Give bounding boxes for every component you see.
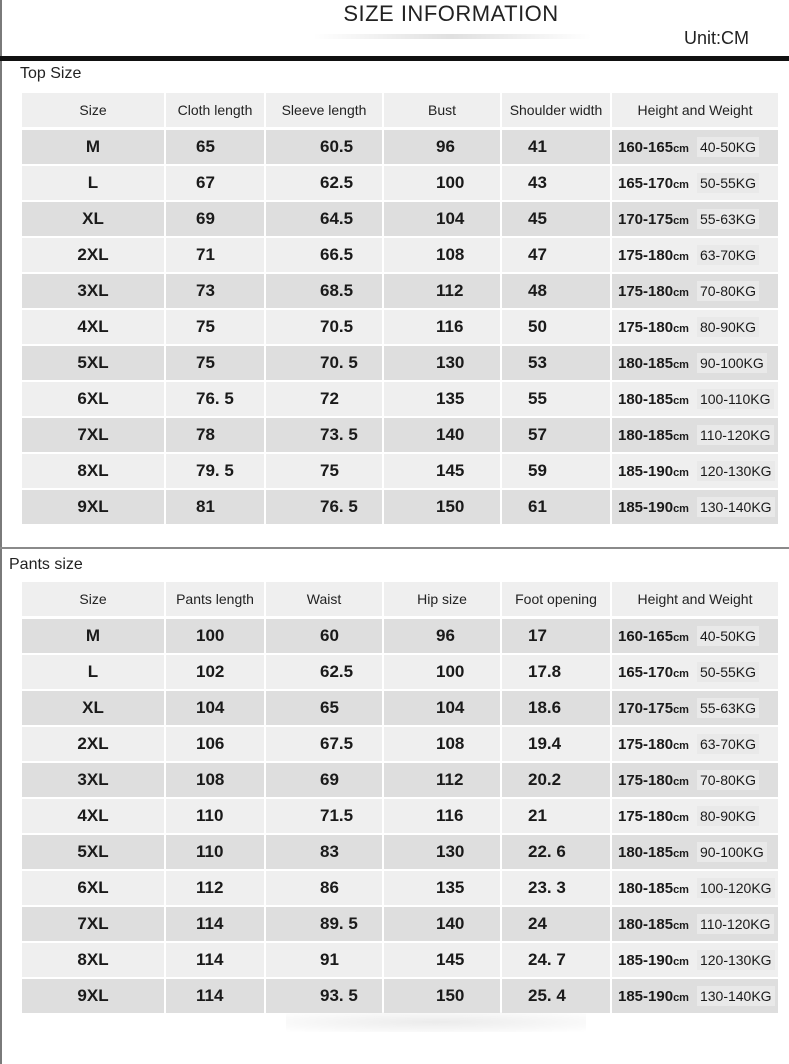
weight-range: 63-70KG: [697, 245, 759, 265]
top-header-3: Bust: [384, 93, 500, 127]
top-cell-r3-c4: 47: [502, 238, 610, 272]
top-cell-r8-c1: 78: [166, 418, 264, 452]
top-cell-r8-c3: 140: [384, 418, 500, 452]
top-cell-r9-c2: 75: [266, 454, 382, 488]
top-cell-r1-c3: 100: [384, 166, 500, 200]
weight-range: 130-140KG: [697, 986, 775, 1006]
cm-unit: cm: [673, 703, 689, 716]
cm-unit: cm: [673, 322, 689, 335]
cm-unit: cm: [673, 811, 689, 824]
weight-range: 40-50KG: [697, 137, 759, 157]
height-value: 175-180: [618, 282, 674, 300]
height-range: [618, 880, 689, 897]
height-range: [618, 664, 689, 681]
cm-unit: cm: [673, 955, 689, 968]
weight-range: 110-120KG: [697, 914, 774, 934]
height-range: [618, 808, 689, 825]
pants-cell-r1-c1: 102: [166, 655, 264, 689]
cm-unit: cm: [673, 667, 689, 680]
top-cell-r4-c2: 68.5: [266, 274, 382, 308]
pants-cell-r5-c2: 71.5: [266, 799, 382, 833]
cm-unit: cm: [673, 502, 689, 515]
height-range: [618, 355, 689, 372]
top-height-weight-r7: [612, 382, 778, 416]
height-value: 170-175: [618, 210, 674, 228]
pants-cell-r9-c0: 8XL: [22, 943, 164, 977]
top-cell-r7-c0: 6XL: [22, 382, 164, 416]
pants-cell-r6-c4: 22. 6: [502, 835, 610, 869]
top-cell-r1-c1: 67: [166, 166, 264, 200]
pants-cell-r5-c0: 4XL: [22, 799, 164, 833]
pants-cell-r5-c3: 116: [384, 799, 500, 833]
height-range: [618, 916, 689, 933]
pants-cell-r8-c2: 89. 5: [266, 907, 382, 941]
top-cell-r4-c1: 73: [166, 274, 264, 308]
height-value: 185-190: [618, 951, 674, 969]
height-range: [618, 319, 689, 336]
cm-unit: cm: [673, 991, 689, 1004]
pants-cell-r3-c0: 2XL: [22, 727, 164, 761]
cm-unit: cm: [673, 142, 689, 155]
top-cell-r7-c1: 76. 5: [166, 382, 264, 416]
cm-unit: cm: [673, 178, 689, 191]
top-height-weight-r0: [612, 130, 778, 164]
pants-header-4: Foot opening: [502, 582, 610, 616]
top-cell-r8-c0: 7XL: [22, 418, 164, 452]
height-range: [618, 736, 689, 753]
top-cell-r10-c2: 76. 5: [266, 490, 382, 524]
pants-cell-r4-c1: 108: [166, 763, 264, 797]
pants-cell-r2-c1: 104: [166, 691, 264, 725]
height-range: [618, 247, 689, 264]
section-divider: [0, 547, 789, 549]
weight-range: 80-90KG: [697, 317, 759, 337]
pants-cell-r1-c0: L: [22, 655, 164, 689]
height-value: 180-185: [618, 915, 674, 933]
cm-unit: cm: [673, 214, 689, 227]
height-range: [618, 988, 689, 1005]
weight-range: 40-50KG: [697, 626, 759, 646]
header-divider: [0, 56, 789, 61]
pants-height-weight-r3: [612, 727, 778, 761]
pants-header-5: Height and Weight: [612, 582, 778, 616]
pants-cell-r7-c1: 112: [166, 871, 264, 905]
height-value: 175-180: [618, 318, 674, 336]
top-cell-r1-c0: L: [22, 166, 164, 200]
pants-cell-r4-c3: 112: [384, 763, 500, 797]
height-value: 185-190: [618, 462, 674, 480]
pants-height-weight-r0: [612, 619, 778, 653]
cm-unit: cm: [673, 883, 689, 896]
top-height-weight-r5: [612, 310, 778, 344]
pants-cell-r3-c1: 106: [166, 727, 264, 761]
height-range: [618, 844, 689, 861]
cm-unit: cm: [673, 430, 689, 443]
weight-range: 90-100KG: [697, 353, 767, 373]
title-underline: [312, 34, 592, 39]
top-cell-r9-c3: 145: [384, 454, 500, 488]
pants-cell-r3-c4: 19.4: [502, 727, 610, 761]
height-range: [618, 391, 689, 408]
pants-cell-r4-c2: 69: [266, 763, 382, 797]
top-header-5: Height and Weight: [612, 93, 778, 127]
pants-cell-r8-c0: 7XL: [22, 907, 164, 941]
height-value: 165-170: [618, 663, 674, 681]
top-cell-r5-c0: 4XL: [22, 310, 164, 344]
cm-unit: cm: [673, 775, 689, 788]
pants-header-1: Pants length: [166, 582, 264, 616]
top-cell-r6-c2: 70. 5: [266, 346, 382, 380]
height-value: 165-170: [618, 174, 674, 192]
pants-cell-r10-c4: 25. 4: [502, 979, 610, 1013]
pants-height-weight-r1: [612, 655, 778, 689]
pants-cell-r6-c1: 110: [166, 835, 264, 869]
pants-cell-r3-c2: 67.5: [266, 727, 382, 761]
height-value: 185-190: [618, 498, 674, 516]
top-cell-r0-c2: 60.5: [266, 130, 382, 164]
height-value: 185-190: [618, 987, 674, 1005]
cm-unit: cm: [673, 847, 689, 860]
top-size-heading: Top Size: [20, 65, 82, 82]
top-cell-r2-c2: 64.5: [266, 202, 382, 236]
left-border: [0, 0, 2, 1064]
top-cell-r4-c3: 112: [384, 274, 500, 308]
cm-unit: cm: [673, 739, 689, 752]
top-cell-r2-c1: 69: [166, 202, 264, 236]
height-value: 180-185: [618, 354, 674, 372]
top-cell-r5-c4: 50: [502, 310, 610, 344]
height-range: [618, 175, 689, 192]
pants-height-weight-r4: [612, 763, 778, 797]
pants-cell-r8-c3: 140: [384, 907, 500, 941]
top-height-weight-r6: [612, 346, 778, 380]
bottom-shadow: [286, 1012, 586, 1032]
pants-cell-r6-c3: 130: [384, 835, 500, 869]
pants-cell-r7-c4: 23. 3: [502, 871, 610, 905]
height-range: [618, 499, 689, 516]
height-range: [618, 628, 689, 645]
height-value: 175-180: [618, 735, 674, 753]
top-cell-r9-c1: 79. 5: [166, 454, 264, 488]
weight-range: 130-140KG: [697, 497, 775, 517]
pants-cell-r1-c3: 100: [384, 655, 500, 689]
pants-cell-r9-c4: 24. 7: [502, 943, 610, 977]
pants-cell-r10-c1: 114: [166, 979, 264, 1013]
pants-cell-r0-c4: 17: [502, 619, 610, 653]
top-cell-r0-c4: 41: [502, 130, 610, 164]
pants-cell-r1-c4: 17.8: [502, 655, 610, 689]
height-value: 180-185: [618, 426, 674, 444]
weight-range: 63-70KG: [697, 734, 759, 754]
weight-range: 120-130KG: [697, 461, 775, 481]
pants-cell-r2-c0: XL: [22, 691, 164, 725]
cm-unit: cm: [673, 466, 689, 479]
height-value: 175-180: [618, 246, 674, 264]
top-cell-r10-c1: 81: [166, 490, 264, 524]
weight-range: 50-55KG: [697, 173, 759, 193]
height-range: [618, 139, 689, 156]
height-range: [618, 952, 689, 969]
pants-cell-r2-c2: 65: [266, 691, 382, 725]
pants-height-weight-r2: [612, 691, 778, 725]
weight-range: 90-100KG: [697, 842, 767, 862]
pants-cell-r4-c0: 3XL: [22, 763, 164, 797]
pants-cell-r9-c1: 114: [166, 943, 264, 977]
pants-height-weight-r5: [612, 799, 778, 833]
height-range: [618, 283, 689, 300]
height-range: [618, 772, 689, 789]
pants-cell-r7-c3: 135: [384, 871, 500, 905]
top-header-0: Size: [22, 93, 164, 127]
top-cell-r9-c4: 59: [502, 454, 610, 488]
top-cell-r5-c1: 75: [166, 310, 264, 344]
pants-cell-r4-c4: 20.2: [502, 763, 610, 797]
cm-unit: cm: [673, 919, 689, 932]
pants-cell-r9-c3: 145: [384, 943, 500, 977]
height-range: [618, 427, 689, 444]
top-cell-r6-c0: 5XL: [22, 346, 164, 380]
top-cell-r8-c2: 73. 5: [266, 418, 382, 452]
height-value: 160-165: [618, 138, 674, 156]
pants-size-heading: Pants size: [9, 556, 83, 573]
pants-cell-r2-c3: 104: [384, 691, 500, 725]
pants-height-weight-r6: [612, 835, 778, 869]
pants-cell-r1-c2: 62.5: [266, 655, 382, 689]
top-cell-r3-c1: 71: [166, 238, 264, 272]
pants-height-weight-r8: [612, 907, 778, 941]
top-cell-r10-c0: 9XL: [22, 490, 164, 524]
pants-cell-r10-c2: 93. 5: [266, 979, 382, 1013]
pants-height-weight-r9: [612, 943, 778, 977]
top-cell-r8-c4: 57: [502, 418, 610, 452]
cm-unit: cm: [673, 631, 689, 644]
pants-cell-r7-c0: 6XL: [22, 871, 164, 905]
top-cell-r3-c3: 108: [384, 238, 500, 272]
pants-cell-r2-c4: 18.6: [502, 691, 610, 725]
top-height-weight-r8: [612, 418, 778, 452]
pants-cell-r8-c1: 114: [166, 907, 264, 941]
top-cell-r10-c3: 150: [384, 490, 500, 524]
top-height-weight-r2: [612, 202, 778, 236]
height-value: 175-180: [618, 807, 674, 825]
pants-cell-r7-c2: 86: [266, 871, 382, 905]
pants-height-weight-r7: [612, 871, 778, 905]
top-cell-r0-c0: M: [22, 130, 164, 164]
top-cell-r7-c3: 135: [384, 382, 500, 416]
top-height-weight-r3: [612, 238, 778, 272]
height-range: [618, 463, 689, 480]
pants-height-weight-r10: [612, 979, 778, 1013]
pants-cell-r10-c0: 9XL: [22, 979, 164, 1013]
top-height-weight-r10: [612, 490, 778, 524]
top-header-2: Sleeve length: [266, 93, 382, 127]
height-value: 175-180: [618, 771, 674, 789]
top-cell-r1-c4: 43: [502, 166, 610, 200]
pants-header-3: Hip size: [384, 582, 500, 616]
unit-label: Unit:CM: [684, 28, 750, 48]
weight-range: 100-110KG: [697, 389, 774, 409]
top-cell-r7-c2: 72: [266, 382, 382, 416]
pants-cell-r5-c4: 21: [502, 799, 610, 833]
top-cell-r5-c3: 116: [384, 310, 500, 344]
top-cell-r1-c2: 62.5: [266, 166, 382, 200]
weight-range: 100-120KG: [697, 878, 775, 898]
top-cell-r2-c4: 45: [502, 202, 610, 236]
pants-header-2: Waist: [266, 582, 382, 616]
top-height-weight-r1: [612, 166, 778, 200]
top-cell-r9-c0: 8XL: [22, 454, 164, 488]
pants-cell-r9-c2: 91: [266, 943, 382, 977]
top-cell-r2-c3: 104: [384, 202, 500, 236]
height-value: 180-185: [618, 879, 674, 897]
top-cell-r7-c4: 55: [502, 382, 610, 416]
pants-cell-r0-c3: 96: [384, 619, 500, 653]
top-header-4: Shoulder width: [502, 93, 610, 127]
top-cell-r4-c4: 48: [502, 274, 610, 308]
top-cell-r3-c0: 2XL: [22, 238, 164, 272]
weight-range: 110-120KG: [697, 425, 774, 445]
cm-unit: cm: [673, 250, 689, 263]
top-cell-r5-c2: 70.5: [266, 310, 382, 344]
height-value: 180-185: [618, 390, 674, 408]
cm-unit: cm: [673, 394, 689, 407]
top-cell-r2-c0: XL: [22, 202, 164, 236]
top-cell-r10-c4: 61: [502, 490, 610, 524]
top-height-weight-r4: [612, 274, 778, 308]
top-cell-r0-c1: 65: [166, 130, 264, 164]
weight-range: 120-130KG: [697, 950, 775, 970]
weight-range: 50-55KG: [697, 662, 759, 682]
height-value: 170-175: [618, 699, 674, 717]
weight-range: 70-80KG: [697, 281, 759, 301]
pants-cell-r6-c2: 83: [266, 835, 382, 869]
pants-cell-r5-c1: 110: [166, 799, 264, 833]
pants-cell-r6-c0: 5XL: [22, 835, 164, 869]
height-value: 180-185: [618, 843, 674, 861]
cm-unit: cm: [673, 286, 689, 299]
pants-cell-r0-c1: 100: [166, 619, 264, 653]
page-title: SIZE INFORMATION: [343, 1, 559, 26]
pants-cell-r3-c3: 108: [384, 727, 500, 761]
pants-cell-r0-c0: M: [22, 619, 164, 653]
weight-range: 70-80KG: [697, 770, 759, 790]
top-cell-r6-c4: 53: [502, 346, 610, 380]
weight-range: 55-63KG: [697, 698, 759, 718]
pants-cell-r8-c4: 24: [502, 907, 610, 941]
top-cell-r6-c1: 75: [166, 346, 264, 380]
weight-range: 80-90KG: [697, 806, 759, 826]
top-cell-r4-c0: 3XL: [22, 274, 164, 308]
top-cell-r0-c3: 96: [384, 130, 500, 164]
weight-range: 55-63KG: [697, 209, 759, 229]
top-cell-r6-c3: 130: [384, 346, 500, 380]
height-range: [618, 211, 689, 228]
height-value: 160-165: [618, 627, 674, 645]
cm-unit: cm: [673, 358, 689, 371]
top-height-weight-r9: [612, 454, 778, 488]
top-header-1: Cloth length: [166, 93, 264, 127]
height-range: [618, 700, 689, 717]
pants-cell-r10-c3: 150: [384, 979, 500, 1013]
pants-cell-r0-c2: 60: [266, 619, 382, 653]
top-cell-r3-c2: 66.5: [266, 238, 382, 272]
pants-header-0: Size: [22, 582, 164, 616]
